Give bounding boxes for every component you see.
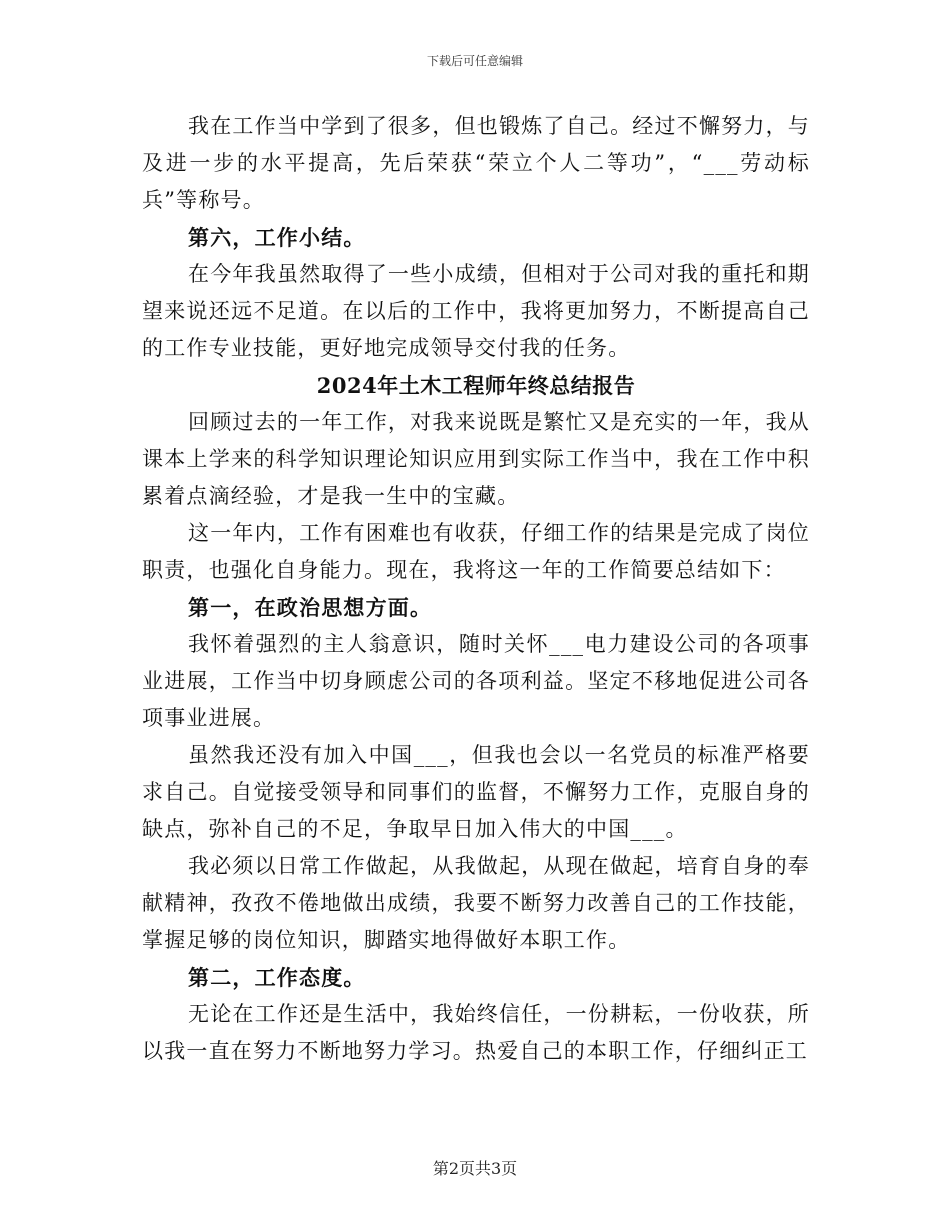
paragraph: 我在工作当中学到了很多，但也锻炼了自己。经过不懈努力，与及进一步的水平提高，先后荣获“荣立个人二等功”，“___劳动标兵”等称号。	[142, 114, 810, 212]
paragraph: 无论在工作还是生活中，我始终信任，一份耕耘，一份收获，所以我一直在努力不断地努力学习。热爱自己的本职工作，仔细纠正工	[142, 1002, 810, 1063]
document-title: 2024年土木工程师年终总结报告	[316, 373, 636, 398]
paragraph: 我怀着强烈的主人翁意识，随时关怀___电力建设公司的各项事业进展，工作当中切身顾虑公司的各项利益。坚定不移地促进公司各项事业进展。	[142, 632, 810, 730]
section-heading: 第二，工作态度。	[188, 965, 366, 990]
paragraph: 我必须以日常工作做起，从我做起，从现在做起，培育自身的奉献精神，孜孜不倦地做出成绩，我要不断努力改善自己的工作技能，掌握足够的岗位知识，脚踏实地得做好本职工作。	[142, 854, 810, 952]
section-heading: 第六，工作小结。	[188, 225, 366, 250]
header-note: 下载后可任意编辑	[426, 54, 523, 68]
section-heading: 第一，在政治思想方面。	[188, 595, 433, 620]
paragraph: 这一年内，工作有困难也有收获，仔细工作的结果是完成了岗位职责，也强化自身能力。现在，我将这一年的工作简要总结如下：	[142, 521, 810, 582]
paragraph: 在今年我虽然取得了一些小成绩，但相对于公司对我的重托和期望来说还远不足道。在以后的工作中，我将更加努力，不断提高自己的工作专业技能，更好地完成领导交付我的任务。	[142, 262, 810, 360]
paragraph: 虽然我还没有加入中国___，但我也会以一名党员的标准严格要求自己。自觉接受领导和同事们的监督，不懈努力工作，克服自身的缺点，弥补自己的不足，争取早日加入伟大的中国___。	[142, 743, 810, 841]
paragraph: 回顾过去的一年工作，对我来说既是繁忙又是充实的一年，我从课本上学来的科学知识理论知识应用到实际工作当中，我在工作中积累着点滴经验，才是我一生中的宝藏。	[142, 410, 810, 508]
document-body	[142, 108, 810, 1070]
page-number: 第2页共3页	[432, 1159, 518, 1178]
